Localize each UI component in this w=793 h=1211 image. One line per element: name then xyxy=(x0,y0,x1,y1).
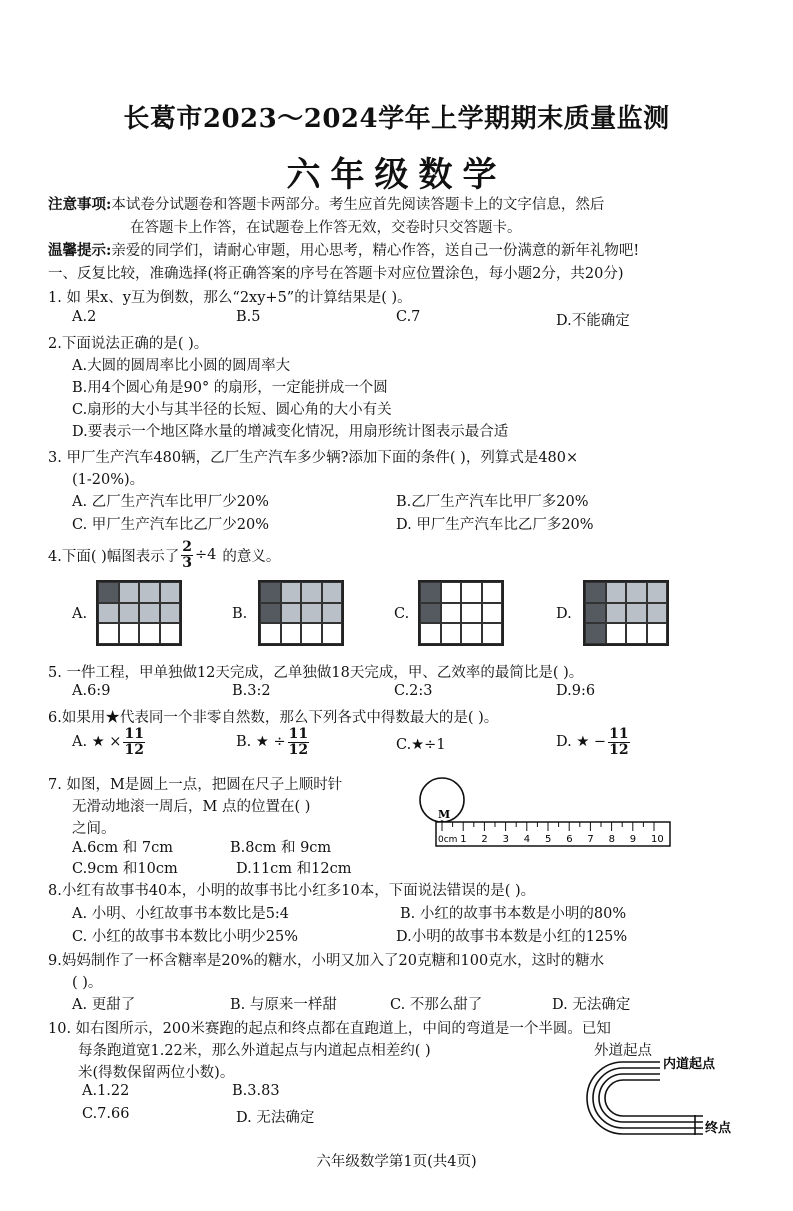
q10-option-a: A.1.22 xyxy=(82,1083,130,1099)
q9-option-d: D. 无法确定 xyxy=(552,997,631,1013)
q7-line2: 无滑动地滚一周后，M 点的位置在( ) xyxy=(72,799,311,815)
notice-label: 注意事项: xyxy=(48,196,112,213)
ruler-zero-label: 0cm xyxy=(438,835,458,845)
q8-option-b: B. 小红的故事书本数是小明的80% xyxy=(400,906,627,922)
track-figure xyxy=(575,1048,735,1136)
q6-b-denominator: 12 xyxy=(288,741,309,758)
notice-line1: 本试卷分试题卷和答题卡两部分。考生应首先阅读答题卡上的文字信息，然后 xyxy=(111,197,605,213)
q9-stem-line1: 9.妈妈制作了一杯含糖率是20%的糖水，小明又加入了20克糖和100克水，这时的糖水 xyxy=(48,953,605,969)
ruler-tick-label: 3 xyxy=(502,834,509,845)
q4-stem-pre: 4.下面( )幅图表示了 xyxy=(48,548,180,565)
q6-stem: 6.如果用★代表同一个非零自然数，那么下列各式中得数最大的是( )。 xyxy=(48,710,499,726)
q10-option-d: D. 无法确定 xyxy=(236,1110,315,1126)
q6-option-d xyxy=(556,727,632,757)
q6-option-a xyxy=(72,727,147,757)
q6-d-numerator: 11 xyxy=(609,726,629,742)
q4-option-d-label: D. xyxy=(556,606,572,622)
q8-option-a: A. 小明、小红故事书本数比是5:4 xyxy=(72,906,290,922)
tip-label: 温馨提示: xyxy=(48,242,112,259)
q4-fraction-numerator: 2 xyxy=(182,539,193,555)
q7-option-a: A.6cm 和 7cm xyxy=(72,840,173,856)
q10-option-b: B.3.83 xyxy=(232,1083,280,1099)
q4-option-a-label: A. xyxy=(72,606,88,622)
inner-start-label: 内道起点 xyxy=(663,1057,716,1072)
q6-b-numerator: 11 xyxy=(288,726,309,742)
q2-option-a: A.大圆的圆周率比小圆的圆周率大 xyxy=(72,358,291,374)
q8-stem: 8.小红有故事书40本，小明的故事书比小红多10本，下面说法错误的是( )。 xyxy=(48,883,536,899)
q3-option-b: B.乙厂生产汽车比甲厂多20% xyxy=(396,494,589,510)
q5-option-b: B.3:2 xyxy=(232,683,271,699)
q4-fraction-denominator: 3 xyxy=(182,554,193,571)
q6-a-denominator: 12 xyxy=(124,741,144,758)
ruler-tick-label: 4 xyxy=(523,834,531,845)
q10-line2: 每条跑道宽1.22米，那么外道起点与内道起点相差约( ) xyxy=(78,1043,431,1059)
ruler-tick-label: 1 xyxy=(460,834,467,845)
q1-option-a: A.2 xyxy=(72,309,97,325)
ruler-tick-label: 7 xyxy=(587,834,594,845)
q4-figure-b xyxy=(258,580,344,646)
q5-option-a: A.6:9 xyxy=(72,683,111,699)
q9-option-a: A. 更甜了 xyxy=(72,997,136,1013)
track-lane-2 xyxy=(593,1068,703,1128)
q6-option-b xyxy=(236,727,311,757)
ruler-tick-label: 10 xyxy=(651,834,664,845)
exam-title: 长葛市2023～2024学年上学期期末质量监测 xyxy=(123,104,670,134)
q4-figure-d xyxy=(583,580,669,646)
q8-option-d: D.小明的故事书本数是小红的125% xyxy=(396,929,628,945)
track-inner-lane xyxy=(605,1080,703,1116)
q6-option-c: C.★÷1 xyxy=(396,737,446,753)
q1-option-c: C.7 xyxy=(396,309,421,325)
q2-option-b: B.用4个圆心角是90° 的扇形，一定能拼成一个圆 xyxy=(72,380,388,396)
q4-option-b-label: B. xyxy=(232,606,248,622)
q6-option-d-label: D. ★ − xyxy=(556,734,607,751)
q9-option-b: B. 与原来一样甜 xyxy=(230,997,337,1013)
q4-figure-c xyxy=(418,580,504,646)
q5-option-d: D.9:6 xyxy=(556,683,596,699)
q7-option-d: D.11cm 和12cm xyxy=(236,861,352,877)
q1-option-d: D.不能确定 xyxy=(556,313,630,329)
ruler-tick-label: 6 xyxy=(566,834,573,845)
q5-stem: 5. 一件工程，甲单独做12天完成，乙单独做18天完成，甲、乙效率的最简比是( )。 xyxy=(48,665,584,681)
q1-stem: 1. 如 果x、y互为倒数，那么“2xy+5”的计算结果是( )。 xyxy=(48,290,412,306)
notice xyxy=(48,193,604,214)
q2-option-d: D.要表示一个地区降水量的增减变化情况，用扇形统计图表示最合适 xyxy=(72,424,509,440)
q7-line1: 7. 如图，M是圆上一点，把圆在尺子上顺时针 xyxy=(48,777,343,793)
ruler-tick-label: 9 xyxy=(629,834,637,845)
q6-a-numerator: 11 xyxy=(124,726,144,742)
q3-option-d: D. 甲厂生产汽车比乙厂多20% xyxy=(396,517,594,533)
q7-option-b: B.8cm 和 9cm xyxy=(230,840,332,856)
q2-option-c: C.扇形的大小与其半径的长短、圆心角的大小有关 xyxy=(72,402,392,418)
section-heading: 一、反复比较，准确选择(将正确答案的序号在答题卡对应位置涂色，每小题2分，共20分) xyxy=(48,266,624,282)
circle-ruler-figure xyxy=(418,770,674,848)
q10-option-c: C.7.66 xyxy=(82,1106,130,1122)
q7-line3: 之间。 xyxy=(72,821,116,837)
subject-title: 六年级数学 xyxy=(286,155,507,195)
q10-outer-start-label: 外道起点 xyxy=(594,1043,652,1059)
q7-option-c: C.9cm 和10cm xyxy=(72,861,178,877)
q3-stem-line2: (1-20%)。 xyxy=(72,472,145,488)
q4-stem xyxy=(48,540,280,570)
finish-label: 终点 xyxy=(705,1121,732,1136)
q10-line3: 米(得数保留两位小数)。 xyxy=(78,1065,235,1081)
q1-option-b: B.5 xyxy=(236,309,261,325)
ruler-tick-label: 5 xyxy=(545,834,552,845)
q10-line1: 10. 如右图所示，200米赛跑的起点和终点都在直跑道上，中间的弯道是一个半圆。已知 xyxy=(48,1021,611,1037)
tip-text: 亲爱的同学们，请耐心审题，用心思考，精心作答，送自己一份满意的新年礼物吧! xyxy=(111,243,640,259)
q4-figure-a xyxy=(96,580,182,646)
tip xyxy=(48,239,639,260)
q6-d-denominator: 12 xyxy=(609,741,629,758)
q4-stem-post: 的意义。 xyxy=(222,548,281,565)
q9-stem-line2: ( )。 xyxy=(72,975,103,991)
q2-stem: 2.下面说法正确的是( )。 xyxy=(48,336,209,352)
point-m-label: M xyxy=(438,808,451,821)
page-footer: 六年级数学第1页(共4页) xyxy=(316,1154,477,1170)
q4-fraction xyxy=(181,540,193,570)
q4-division: ÷4 xyxy=(195,547,217,564)
q8-option-c: C. 小红的故事书本数比小明少25% xyxy=(72,929,299,945)
q9-option-c: C. 不那么甜了 xyxy=(390,997,483,1013)
q6-option-b-label: B. ★ ÷ xyxy=(236,734,286,751)
q5-option-c: C.2:3 xyxy=(394,683,433,699)
q3-option-c: C. 甲厂生产汽车比乙厂少20% xyxy=(72,517,270,533)
ruler-tick-label: 2 xyxy=(481,834,488,845)
notice-line2: 在答题卡上作答，在试题卷上作答无效，交卷时只交答题卡。 xyxy=(130,220,522,236)
q4-option-c-label: C. xyxy=(394,606,410,622)
q3-option-a: A. 乙厂生产汽车比甲厂少20% xyxy=(72,494,269,510)
q3-stem-line1: 3. 甲厂生产汽车480辆，乙厂生产汽车多少辆?添加下面的条件( )，列算式是480× xyxy=(48,450,579,466)
q6-option-a-label: A. ★ × xyxy=(72,734,122,751)
ruler-tick-label: 8 xyxy=(608,834,615,845)
